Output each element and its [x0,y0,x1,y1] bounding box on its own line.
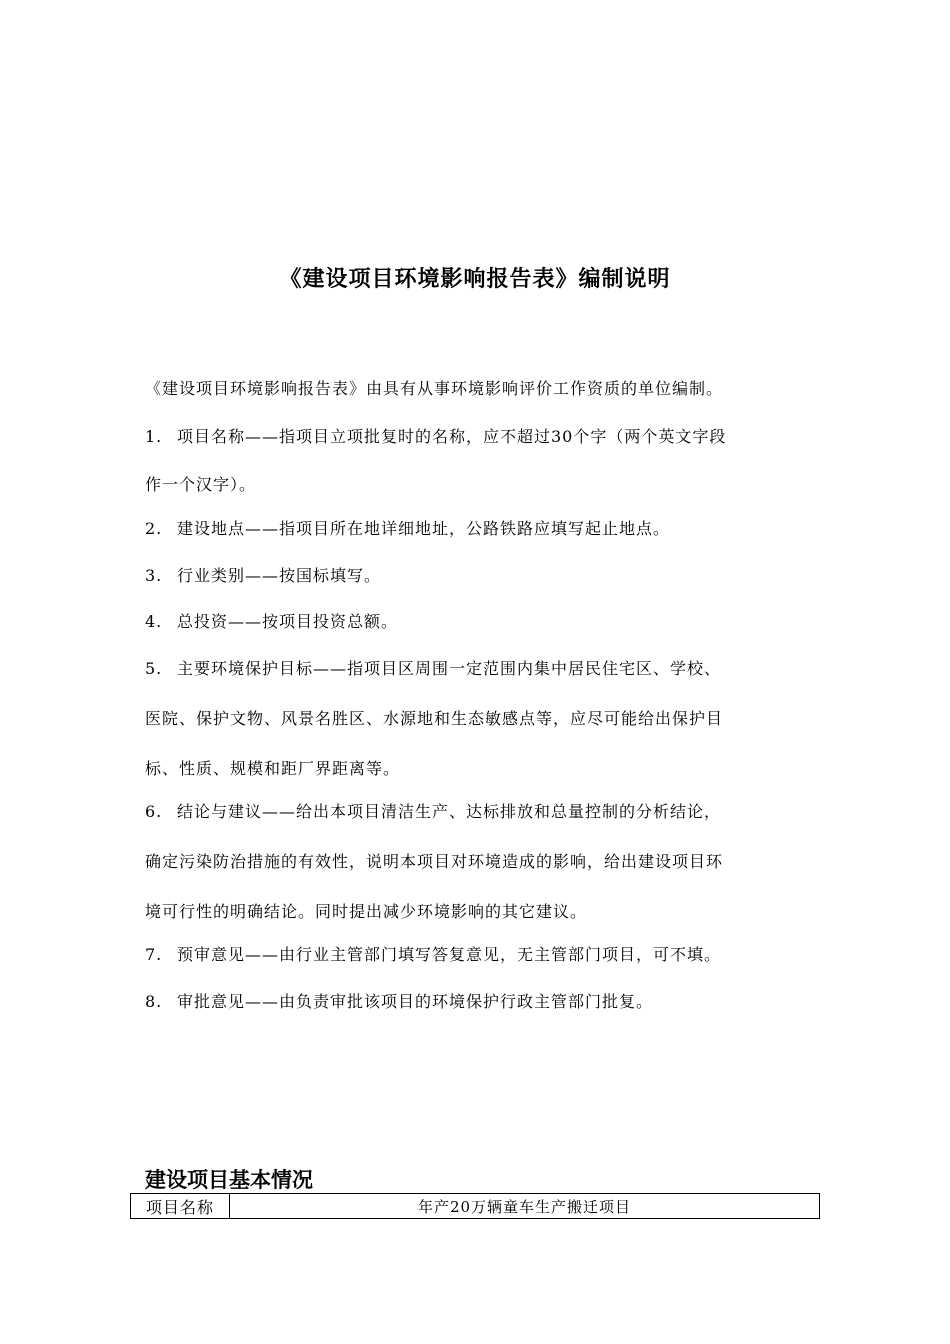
list-item-continuation [145,756,400,779]
list-item [145,516,670,539]
list-item [145,424,726,447]
item-number: 2. [145,519,163,538]
item-text: 作一个汉字）。 [145,475,257,494]
item-text: 主要环境保护目标——指项目区周围一定范围内集中居民住宅区、学校、 [177,659,722,678]
list-item [145,989,653,1012]
list-item-continuation [145,706,723,729]
item-text: 项目名称——指项目立项批复时的名称，应不超过30个字（两个英文字段 [177,427,727,446]
section-heading: 建设项目基本情况 [145,1168,313,1192]
list-item [145,799,721,822]
item-text: 审批意见——由负责审批该项目的环境保护行政主管部门批复。 [177,992,654,1011]
list-item-continuation [145,849,723,872]
list-item [145,656,721,679]
project-name-value: 年产20万辆童车生产搬迁项目 [230,1194,820,1219]
list-item-continuation [145,472,256,495]
item-text: 标、性质、规模和距厂界距离等。 [145,759,401,778]
item-text: 确定污染防治措施的有效性，说明本项目对环境造成的影响，给出建设项目环 [145,852,724,871]
list-item [145,563,381,586]
item-text: 结论与建议——给出本项目清洁生产、达标排放和总量控制的分析结论， [177,802,722,821]
item-number: 7. [145,945,163,964]
item-number: 1. [145,427,163,446]
list-item-continuation [145,899,587,922]
item-number: 3. [145,566,163,585]
project-name-label: 项目名称 [131,1194,230,1219]
list-item [145,942,721,965]
item-text: 建设地点——指项目所在地详细地址，公路铁路应填写起止地点。 [177,519,671,538]
table-row [131,1194,820,1219]
list-item [145,609,398,632]
item-number: 5. [145,659,163,678]
document-title: 《建设项目环境影响报告表》编制说明 [279,266,671,292]
item-text: 境可行性的明确结论。同时提出减少环境影响的其它建议。 [145,902,588,921]
intro-paragraph: 《建设项目环境影响报告表》由具有从事环境影响评价工作资质的单位编制。 [145,379,724,398]
item-number: 8. [145,992,163,1011]
item-text: 行业类别——按国标填写。 [177,566,382,585]
item-number: 4. [145,612,163,631]
item-number: 6. [145,802,163,821]
item-text: 预审意见——由行业主管部门填写答复意见，无主管部门项目，可不填。 [177,945,722,964]
basic-info-table [130,1193,820,1219]
item-text: 医院、保护文物、风景名胜区、水源地和生态敏感点等，应尽可能给出保护目 [145,709,724,728]
item-text: 总投资——按项目投资总额。 [177,612,399,631]
